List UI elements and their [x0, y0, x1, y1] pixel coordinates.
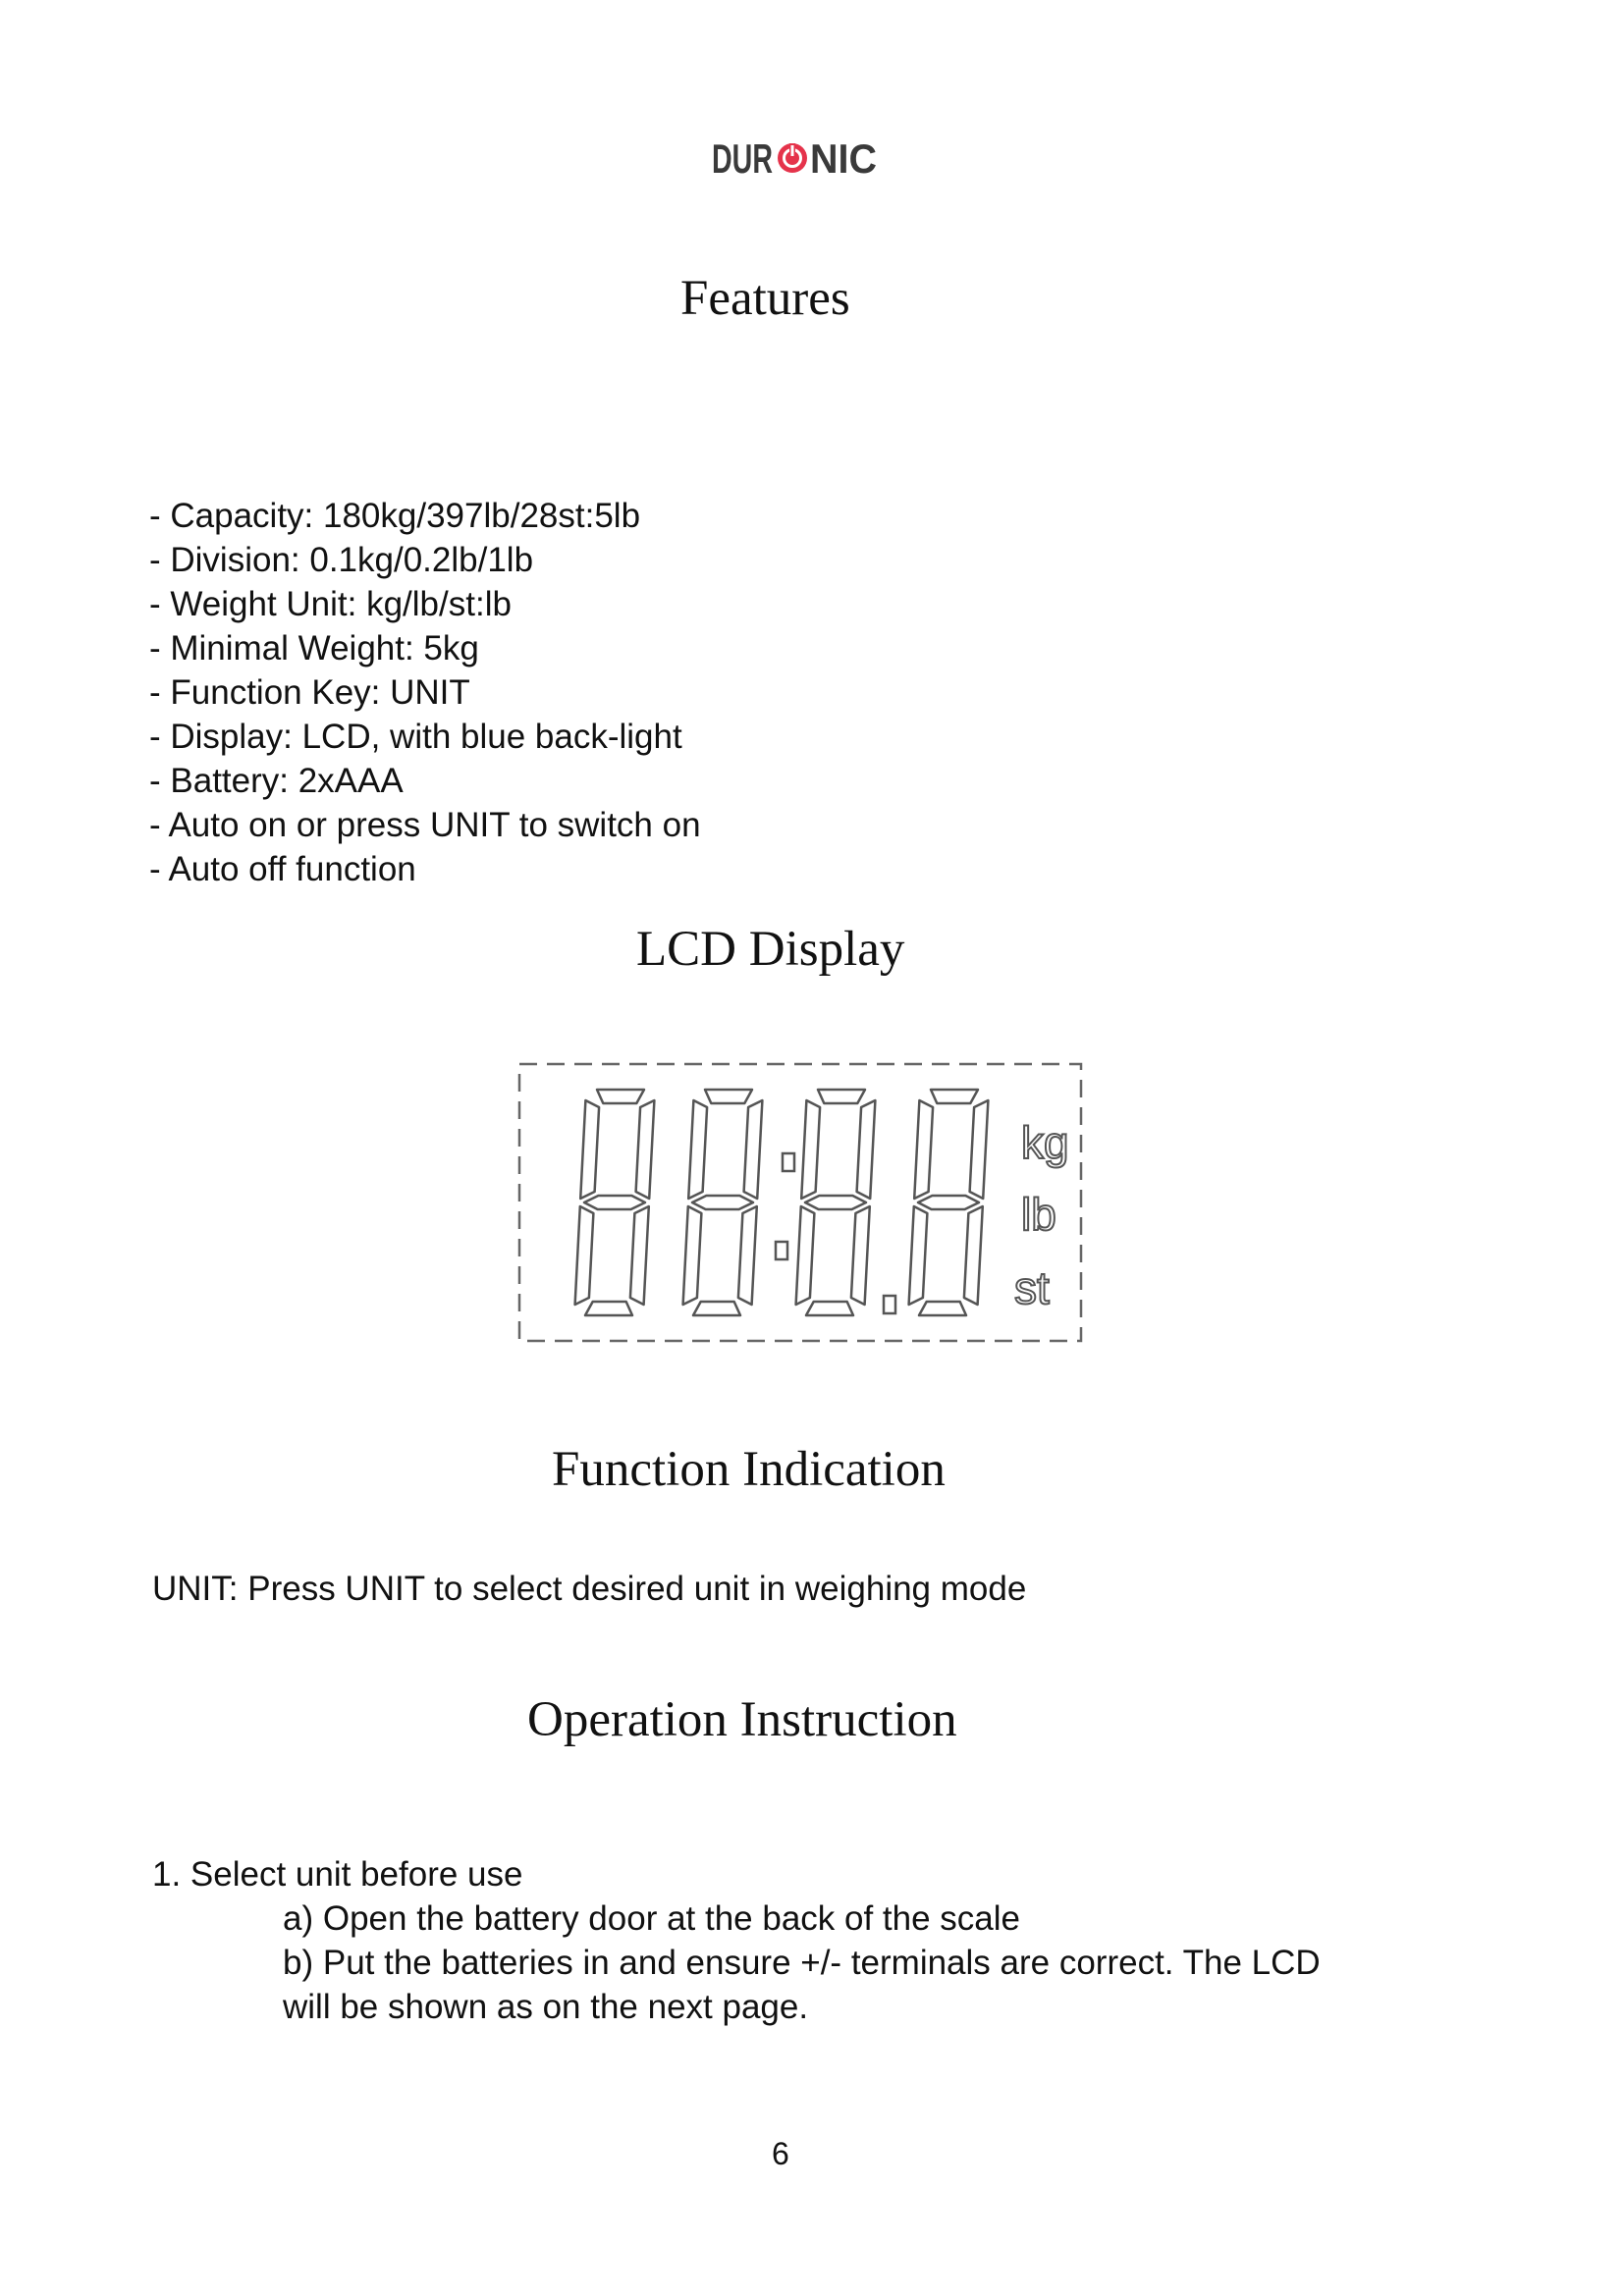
lcd-digit-3-segment-top: [818, 1090, 865, 1103]
lcd-decimal-point: [884, 1296, 895, 1313]
lcd-digit-3-segment-upper-right: [857, 1100, 876, 1199]
lcd-unit-lb: lb: [1021, 1189, 1056, 1240]
unit-function-text: UNIT: Press UNIT to select desired unit in weighing mode: [152, 1570, 1027, 1608]
features-list: [149, 494, 701, 891]
function-indication-heading: Function Indication: [552, 1442, 946, 1497]
lcd-display-diagram: [515, 1060, 1085, 1345]
power-icon: [778, 143, 807, 173]
svg-text:NIC: NIC: [810, 135, 877, 179]
feature-auto-on: - Auto on or press UNIT to switch on: [149, 806, 701, 844]
page-number: 6: [772, 2136, 789, 2171]
duronic-logo: [712, 135, 879, 179]
lcd-digit-3-segment-upper-left: [801, 1100, 820, 1199]
lcd-digit-4-segment-upper-right: [970, 1100, 989, 1199]
feature-weight-unit: - Weight Unit: kg/lb/st:lb: [149, 585, 512, 623]
lcd-digit-2-segment-bottom: [693, 1302, 740, 1315]
lcd-colon-dot-top: [783, 1153, 794, 1171]
lcd-digit-1-segment-upper-right: [636, 1100, 655, 1199]
feature-display: - Display: LCD, with blue back-light: [149, 718, 682, 756]
feature-auto-off: - Auto off function: [149, 850, 416, 888]
lcd-digit-3-segment-middle: [805, 1196, 866, 1209]
lcd-digit-4-segment-middle: [918, 1196, 979, 1209]
feature-minimal-weight: - Minimal Weight: 5kg: [149, 629, 479, 667]
operation-instruction-heading: Operation Instruction: [527, 1692, 957, 1747]
instruction-step-1: 1. Select unit before use: [152, 1855, 523, 1894]
lcd-digit-1-segment-upper-left: [580, 1100, 599, 1199]
lcd-unit-kg: kg: [1021, 1117, 1069, 1168]
lcd-digit-2-segment-lower-right: [738, 1206, 757, 1305]
lcd-digit-1-segment-top: [597, 1090, 644, 1103]
lcd-digit-2-segment-lower-left: [683, 1206, 702, 1305]
feature-battery: - Battery: 2xAAA: [149, 762, 404, 800]
lcd-digit-1-segment-lower-right: [630, 1206, 649, 1305]
features-heading: Features: [680, 271, 850, 326]
lcd-digit-1-segment-middle: [584, 1196, 645, 1209]
lcd-digit-4-segment-lower-right: [964, 1206, 983, 1305]
lcd-digit-2-segment-upper-left: [688, 1100, 707, 1199]
lcd-digit-3-segment-lower-right: [851, 1206, 870, 1305]
lcd-digit-1-segment-bottom: [585, 1302, 632, 1315]
instruction-step-1b-line-1: b) Put the batteries in and ensure +/- terminals are correct. The LCD: [283, 1944, 1321, 1982]
lcd-colon-dot-bottom: [776, 1242, 787, 1259]
lcd-digit-2-segment-middle: [692, 1196, 753, 1209]
lcd-digit-2-segment-top: [705, 1090, 752, 1103]
lcd-digit-3-segment-lower-left: [796, 1206, 815, 1305]
lcd-digit-4-segment-lower-left: [909, 1206, 928, 1305]
lcd-digit-3-segment-bottom: [806, 1302, 853, 1315]
lcd-digit-2-segment-upper-right: [744, 1100, 763, 1199]
feature-function-key: - Function Key: UNIT: [149, 673, 470, 712]
lcd-display-heading: LCD Display: [636, 922, 905, 977]
lcd-digit-4-segment-top: [931, 1090, 978, 1103]
instruction-step-1b-line-2: will be shown as on the next page.: [283, 1988, 809, 2026]
lcd-digit-4-segment-upper-left: [914, 1100, 933, 1199]
feature-division: - Division: 0.1kg/0.2lb/1lb: [149, 541, 534, 579]
lcd-frame: [519, 1064, 1081, 1341]
lcd-digit-4-segment-bottom: [919, 1302, 966, 1315]
feature-capacity: - Capacity: 180kg/397lb/28st:5lb: [149, 497, 641, 535]
instruction-step-1a: a) Open the battery door at the back of the scale: [283, 1899, 1021, 1938]
lcd-digit-1-segment-lower-left: [575, 1206, 594, 1305]
lcd-unit-st: st: [1014, 1262, 1050, 1313]
svg-text:DUR: DUR: [712, 135, 773, 179]
